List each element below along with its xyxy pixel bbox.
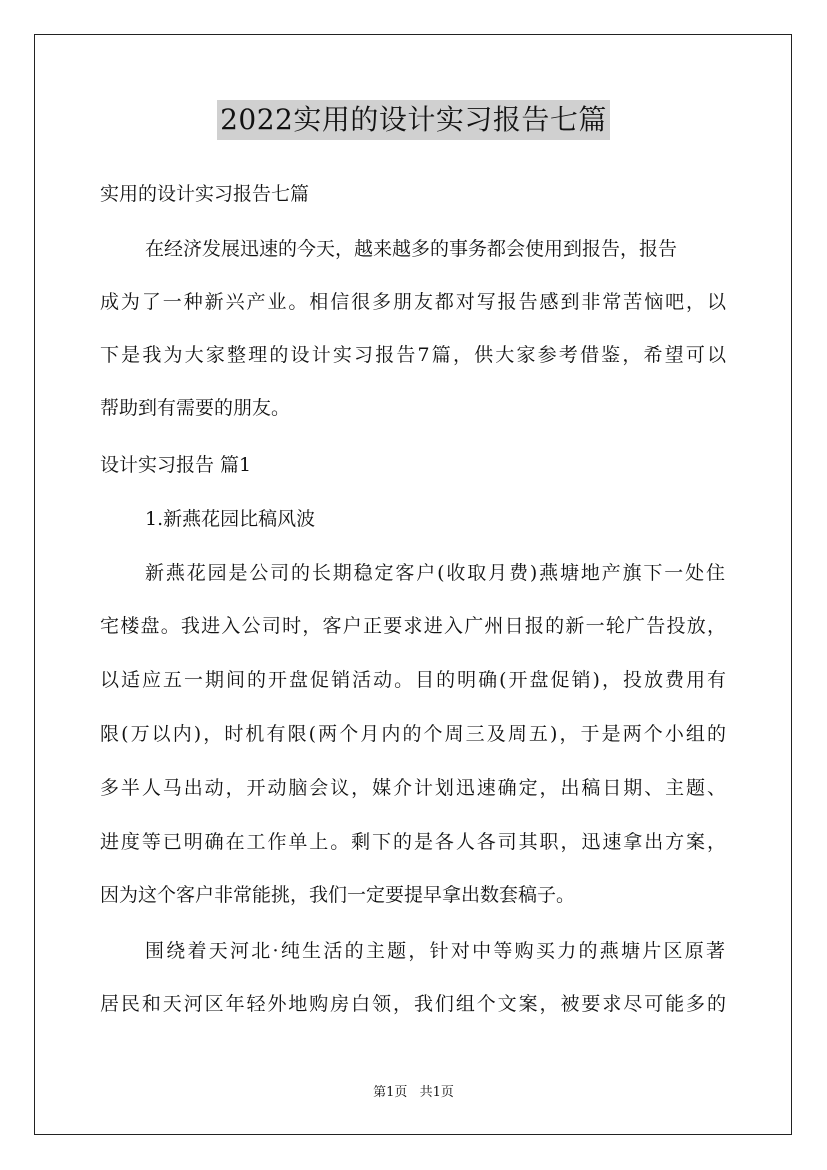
document-title: 2022实用的设计实习报告七篇	[217, 100, 610, 140]
paragraph1-line-3: 以适应五一期间的开盘促销活动。目的明确(开盘促销)，投放费用有	[100, 669, 726, 691]
footer-page-current: 第1页	[373, 1085, 408, 1100]
document-subtitle: 实用的设计实习报告七篇	[100, 183, 310, 205]
paragraph1-line-7: 因为这个客户非常能挑，我们一定要提早拿出数套稿子。	[100, 884, 576, 906]
paragraph1-line-2: 宅楼盘。我进入公司时，客户正要求进入广州日报的新一轮广告投放，	[100, 615, 726, 637]
paragraph1-line-1: 新燕花园是公司的长期稳定客户(收取月费)燕塘地产旗下一处住	[145, 562, 725, 584]
page-footer	[0, 1084, 827, 1102]
section-heading: 设计实习报告 篇1	[100, 454, 252, 476]
paragraph2-line-1: 围绕着天河北·纯生活的主题，针对中等购买力的燕塘片区原著	[145, 940, 725, 962]
item-heading: 1.新燕花园比稿风波	[145, 508, 316, 530]
title-container	[0, 100, 827, 140]
paragraph1-line-4: 限(万以内)，时机有限(两个月内的个周三及周五)，于是两个小组的	[100, 723, 726, 745]
paragraph2-line-2: 居民和天河区年轻外地购房白领，我们组个文案，被要求尽可能多的	[100, 993, 726, 1015]
intro-line-4: 帮助到有需要的朋友。	[100, 397, 291, 419]
intro-line-2: 成为了一种新兴产业。相信很多朋友都对写报告感到非常苦恼吧，以	[100, 291, 726, 313]
intro-line-1: 在经济发展迅速的今天，越来越多的事务都会使用到报告，报告	[145, 238, 678, 260]
footer-page-total: 共1页	[419, 1085, 454, 1100]
paragraph1-line-5: 多半人马出动，开动脑会议，媒介计划迅速确定，出稿日期、主题、	[100, 777, 726, 799]
intro-line-3: 下是我为大家整理的设计实习报告7篇，供大家参考借鉴，希望可以	[100, 344, 726, 366]
paragraph1-line-6: 进度等已明确在工作单上。剩下的是各人各司其职，迅速拿出方案，	[100, 831, 726, 853]
